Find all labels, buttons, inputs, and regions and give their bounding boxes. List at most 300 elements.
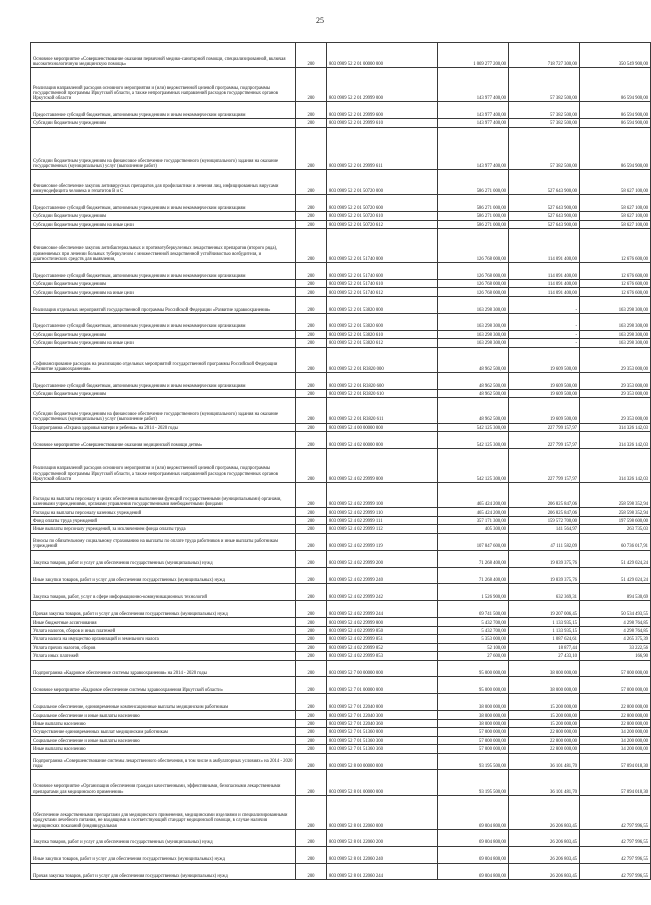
row-unexecuted-cell: 12 676 600,00 <box>580 279 651 287</box>
table-row <box>31 449 651 483</box>
row-name-cell: Предоставление субсидий бюджетным, автономным учреждениям и иным некоммерческим организациям <box>31 195 296 212</box>
table-row <box>31 68 651 102</box>
row-name-cell: Иные выплаты населению <box>31 745 296 753</box>
row-unexecuted-cell: 58 627 100,00 <box>580 169 651 194</box>
table-row <box>31 533 651 550</box>
row-code-cell: 200 <box>296 119 327 127</box>
row-name-cell: Финансовое обеспечение закупок антибактериальных и противотуберкулезных лекарственных препаратов (второго ряда), применяемых при лечении больных туберкулезом с множественной лекарственной устойчивостью возбудителя, и диагностических средств для выявления, <box>31 229 296 263</box>
row-unexecuted-cell: 314 326 142,03 <box>580 423 651 431</box>
row-executed-cell: 15 200 000,00 <box>509 711 580 719</box>
row-kbk-cell: 803 0909 52 8 00 00000 000 <box>327 753 438 770</box>
row-executed-cell: 527 643 900,00 <box>509 220 580 228</box>
row-executed-cell: 36 101 481,70 <box>509 770 580 795</box>
row-unexecuted-cell: 42 797 996,55 <box>580 863 651 880</box>
table-row <box>31 288 651 296</box>
row-kbk-cell: 803 0909 52 2 01 53820 610 <box>327 330 438 338</box>
row-name-cell: Иные выплаты персоналу учреждений, за исключением фонда оплаты труда <box>31 525 296 533</box>
row-unexecuted-cell: 163 298 300,00 <box>580 330 651 338</box>
row-unexecuted-cell: 4 298 764,85 <box>580 626 651 634</box>
row-approved-cell: 93 195 500,00 <box>438 770 509 795</box>
row-code-cell: 200 <box>296 846 327 863</box>
row-code-cell: 200 <box>296 330 327 338</box>
row-name-cell: Иные бюджетные ассигнования <box>31 618 296 626</box>
row-code-cell: 200 <box>296 711 327 719</box>
row-kbk-cell: 803 0909 52 2 01 53820 600 <box>327 313 438 330</box>
row-executed-cell: 1 133 935,15 <box>509 618 580 626</box>
row-approved-cell: 69 741 500,00 <box>438 601 509 618</box>
row-approved-cell: 143 977 400,00 <box>438 127 509 169</box>
row-code-cell: 200 <box>296 829 327 846</box>
row-kbk-cell: 803 0909 52 4 02 29999 852 <box>327 643 438 651</box>
row-code-cell: 200 <box>296 432 327 449</box>
row-name-cell: Софинансирование расходов на реализацию отдельных мероприятий государственной программы Российской Федерации «Развитие здравоохранения» <box>31 347 296 372</box>
table-row <box>31 525 651 533</box>
table-row <box>31 482 651 507</box>
row-name-cell: Основное мероприятие «Организация обеспечения граждан качественными, эффективными, безопасными лекарственными препаратами для медицинского применения» <box>31 770 296 795</box>
row-approved-cell: 48 962 500,00 <box>438 347 509 372</box>
row-unexecuted-cell: 86 594 900,00 <box>580 127 651 169</box>
row-executed-cell: - <box>509 330 580 338</box>
row-name-cell: Закупка товаров, работ и услуг для обеспечения государственных (муниципальных) нужд <box>31 829 296 846</box>
row-executed-cell: 141 564,97 <box>509 525 580 533</box>
row-code-cell: 200 <box>296 102 327 119</box>
table-row <box>31 643 651 651</box>
row-executed-cell: 19 207 006,45 <box>509 601 580 618</box>
row-unexecuted-cell: 29 353 000,00 <box>580 372 651 389</box>
table-row <box>31 567 651 584</box>
row-unexecuted-cell: 34 200 000,00 <box>580 728 651 736</box>
row-unexecuted-cell: 197 598 600,00 <box>580 516 651 524</box>
row-unexecuted-cell: 86 594 900,00 <box>580 102 651 119</box>
row-approved-cell: 48 962 500,00 <box>438 372 509 389</box>
row-executed-cell: 114 091 400,00 <box>509 229 580 263</box>
table-row <box>31 719 651 727</box>
row-code-cell: 200 <box>296 643 327 651</box>
row-approved-cell: 71 268 400,00 <box>438 567 509 584</box>
row-code-cell: 200 <box>296 127 327 169</box>
row-code-cell: 200 <box>296 618 327 626</box>
table-row <box>31 212 651 220</box>
row-code-cell: 200 <box>296 212 327 220</box>
row-kbk-cell: 803 0909 52 4 02 29999 800 <box>327 618 438 626</box>
row-kbk-cell: 803 0909 52 2 01 R3820 611 <box>327 398 438 423</box>
row-name-cell: Иные закупки товаров, работ и услуг для обеспечения государственных (муниципальных) нужд <box>31 567 296 584</box>
row-code-cell: 200 <box>296 68 327 102</box>
row-approved-cell: 38 000 000,00 <box>438 719 509 727</box>
row-executed-cell: - <box>509 313 580 330</box>
row-name-cell: Основное мероприятие «Совершенствование оказания первичной медико-санитарной помощи, специализированной, включая высокотехнологичную медицинскую помощь» <box>31 43 296 68</box>
row-name-cell: Расходы на выплаты персоналу казенных учреждений <box>31 508 296 516</box>
row-name-cell: Обеспечение лекарственными препаратами для медицинского применения, медицинскими изделиями и специализированными продуктами лечебного питания, не входящими в соответствующий стандарт медицинской помощи, в случае наличия медицинских показаний (индивидуальная <box>31 795 296 829</box>
table-row <box>31 102 651 119</box>
row-kbk-cell: 803 0909 52 4 02 29999 850 <box>327 626 438 634</box>
row-unexecuted-cell: 12 676 600,00 <box>580 262 651 279</box>
row-approved-cell: 69 004 800,00 <box>438 829 509 846</box>
row-executed-cell: 718 727 300,00 <box>509 43 580 68</box>
table-row <box>31 347 651 372</box>
row-kbk-cell: 803 0909 52 4 02 29999 000 <box>327 449 438 483</box>
table-row <box>31 169 651 194</box>
row-code-cell: 200 <box>296 347 327 372</box>
row-approved-cell: 48 962 500,00 <box>438 389 509 397</box>
row-approved-cell: 143 977 400,00 <box>438 68 509 102</box>
row-approved-cell: 405 300,00 <box>438 525 509 533</box>
table-row <box>31 626 651 634</box>
row-name-cell: Иные выплаты населению <box>31 719 296 727</box>
table-row <box>31 195 651 212</box>
row-kbk-cell: 803 0909 52 4 02 29999 110 <box>327 508 438 516</box>
row-code-cell: 200 <box>296 296 327 313</box>
row-name-cell: Социальное обеспечение и иные выплаты населению <box>31 711 296 719</box>
row-approved-cell: 95 000 000,00 <box>438 660 509 677</box>
row-approved-cell: 465 424 200,00 <box>438 482 509 507</box>
row-executed-cell: 227 799 157,97 <box>509 449 580 483</box>
row-approved-cell: 57 000 000,00 <box>438 736 509 744</box>
row-kbk-cell: 803 0909 52 4 02 29999 119 <box>327 533 438 550</box>
table-row <box>31 694 651 711</box>
row-kbk-cell: 803 0909 52 4 02 29999 111 <box>327 516 438 524</box>
row-executed-cell: 26 206 803,45 <box>509 846 580 863</box>
row-kbk-cell: 803 0909 52 2 01 51740 600 <box>327 262 438 279</box>
row-code-cell: 200 <box>296 43 327 68</box>
row-approved-cell: 93 195 500,00 <box>438 753 509 770</box>
row-unexecuted-cell: 50 534 493,55 <box>580 601 651 618</box>
row-kbk-cell: 803 0909 52 8 01 00000 000 <box>327 770 438 795</box>
row-name-cell: Субсидии бюджетным учреждениям <box>31 212 296 220</box>
row-kbk-cell: 803 0909 52 7 01 22040 300 <box>327 711 438 719</box>
row-code-cell: 200 <box>296 279 327 287</box>
row-code-cell: 200 <box>296 288 327 296</box>
row-unexecuted-cell: 58 627 100,00 <box>580 212 651 220</box>
table-row <box>31 432 651 449</box>
row-unexecuted-cell: 22 800 000,00 <box>580 719 651 727</box>
row-code-cell: 200 <box>296 372 327 389</box>
row-unexecuted-cell: 163 298 300,00 <box>580 296 651 313</box>
row-executed-cell: 26 206 803,45 <box>509 795 580 829</box>
row-code-cell: 200 <box>296 745 327 753</box>
table-row <box>31 423 651 431</box>
row-approved-cell: 5 432 700,00 <box>438 626 509 634</box>
row-executed-cell: 527 643 900,00 <box>509 195 580 212</box>
row-kbk-cell: 803 0909 52 2 01 00000 000 <box>327 43 438 68</box>
row-approved-cell: 542 125 300,00 <box>438 432 509 449</box>
row-executed-cell: 18 877,44 <box>509 643 580 651</box>
table-row <box>31 43 651 68</box>
row-unexecuted-cell: 58 627 100,00 <box>580 195 651 212</box>
row-name-cell: Закупка товаров, работ, услуг в сфере информационно-коммуникационных технологий <box>31 584 296 601</box>
row-name-cell: Субсидии бюджетным учреждениям на иные цели <box>31 220 296 228</box>
row-unexecuted-cell: 86 594 900,00 <box>580 119 651 127</box>
row-approved-cell: 542 125 300,00 <box>438 449 509 483</box>
row-name-cell: Уплата прочих налогов, сборов <box>31 643 296 651</box>
table-row <box>31 584 651 601</box>
row-unexecuted-cell: 42 797 996,55 <box>580 846 651 863</box>
row-kbk-cell: 803 0909 52 7 01 22040 000 <box>327 694 438 711</box>
row-approved-cell: 542 125 300,00 <box>438 423 509 431</box>
row-unexecuted-cell: 60 736 017,91 <box>580 533 651 550</box>
row-approved-cell: 586 271 000,00 <box>438 169 509 194</box>
row-kbk-cell: 803 0909 52 2 01 50720 600 <box>327 195 438 212</box>
row-unexecuted-cell: 57 094 018,30 <box>580 770 651 795</box>
row-code-cell: 200 <box>296 423 327 431</box>
row-approved-cell: 126 768 000,00 <box>438 262 509 279</box>
row-unexecuted-cell: 166,90 <box>580 652 651 660</box>
row-executed-cell: 47 111 582,09 <box>509 533 580 550</box>
row-executed-cell: 527 643 900,00 <box>509 212 580 220</box>
row-code-cell: 200 <box>296 516 327 524</box>
row-executed-cell: 527 643 900,00 <box>509 169 580 194</box>
row-kbk-cell: 803 0909 52 2 01 51740 610 <box>327 279 438 287</box>
row-executed-cell: 26 206 803,45 <box>509 863 580 880</box>
row-unexecuted-cell: 42 797 996,55 <box>580 829 651 846</box>
row-executed-cell: 19 609 500,00 <box>509 372 580 389</box>
table-row <box>31 372 651 389</box>
row-kbk-cell: 803 0909 52 4 00 00000 000 <box>327 423 438 431</box>
report-sheet <box>30 42 648 880</box>
row-kbk-cell: 803 0909 52 4 02 29999 240 <box>327 567 438 584</box>
table-row <box>31 829 651 846</box>
row-unexecuted-cell: 22 800 000,00 <box>580 694 651 711</box>
row-unexecuted-cell: 22 800 000,00 <box>580 711 651 719</box>
row-kbk-cell: 803 0909 52 8 01 22060 244 <box>327 863 438 880</box>
row-executed-cell: 27 433,10 <box>509 652 580 660</box>
row-kbk-cell: 803 0909 52 2 01 29999 611 <box>327 127 438 169</box>
row-approved-cell: 163 298 300,00 <box>438 330 509 338</box>
table-row <box>31 652 651 660</box>
row-code-cell: 200 <box>296 220 327 228</box>
row-kbk-cell: 803 0909 52 2 01 53820 000 <box>327 296 438 313</box>
table-row <box>31 339 651 347</box>
table-row <box>31 119 651 127</box>
row-executed-cell: 38 000 000,00 <box>509 677 580 694</box>
row-approved-cell: 38 000 000,00 <box>438 694 509 711</box>
row-unexecuted-cell: 51 429 024,24 <box>580 550 651 567</box>
table-row <box>31 330 651 338</box>
row-executed-cell: 1 087 624,61 <box>509 635 580 643</box>
table-row <box>31 618 651 626</box>
row-unexecuted-cell: 314 326 142,03 <box>580 432 651 449</box>
row-approved-cell: 71 268 400,00 <box>438 550 509 567</box>
row-approved-cell: 1 526 900,00 <box>438 584 509 601</box>
row-unexecuted-cell: 258 598 352,94 <box>580 482 651 507</box>
row-name-cell: Основное мероприятие «Совершенствование оказания медицинской помощи детям» <box>31 432 296 449</box>
row-name-cell: Предоставление субсидий бюджетным, автономным учреждениям и иным некоммерческим организациям <box>31 262 296 279</box>
table-body <box>31 43 651 880</box>
row-unexecuted-cell: 314 326 142,03 <box>580 449 651 483</box>
row-approved-cell: 126 768 000,00 <box>438 229 509 263</box>
row-kbk-cell: 803 0909 52 8 01 22060 240 <box>327 846 438 863</box>
row-kbk-cell: 803 0909 52 2 01 51740 612 <box>327 288 438 296</box>
row-kbk-cell: 803 0909 52 2 01 R3820 000 <box>327 347 438 372</box>
row-name-cell: Финансовое обеспечение закупок антивирусных препаратов для профилактики и лечения лиц, инфицированных вирусами иммунодефицита человека и гепатитов B и C <box>31 169 296 194</box>
row-kbk-cell: 803 0909 52 4 02 00000 000 <box>327 432 438 449</box>
table-row <box>31 745 651 753</box>
row-kbk-cell: 803 0909 52 7 01 00000 000 <box>327 677 438 694</box>
row-unexecuted-cell: 42 797 996,55 <box>580 795 651 829</box>
table-row <box>31 711 651 719</box>
row-approved-cell: 143 977 400,00 <box>438 119 509 127</box>
table-row <box>31 770 651 795</box>
row-code-cell: 200 <box>296 677 327 694</box>
row-name-cell: Уплата налога на имущество организаций и земельного налога <box>31 635 296 643</box>
row-executed-cell: 22 800 000,00 <box>509 736 580 744</box>
table-row <box>31 296 651 313</box>
row-executed-cell: 22 800 000,00 <box>509 728 580 736</box>
row-name-cell: Фонд оплаты труда учреждений <box>31 516 296 524</box>
row-name-cell: Реализация направлений расходов основного мероприятия и (или) ведомственной целевой программы, подпрограммы государственной программы Иркутской области, а также непрограммных направлений расходов государственных органов Иркутской области <box>31 68 296 102</box>
row-executed-cell: 57 382 500,00 <box>509 102 580 119</box>
row-code-cell: 200 <box>296 736 327 744</box>
row-code-cell: 200 <box>296 449 327 483</box>
row-executed-cell: 15 200 000,00 <box>509 694 580 711</box>
row-approved-cell: 5 432 700,00 <box>438 618 509 626</box>
row-name-cell: Основное мероприятие «Кадровое обеспечение системы здравоохранения Иркутской области» <box>31 677 296 694</box>
row-approved-cell: 95 000 000,00 <box>438 677 509 694</box>
row-unexecuted-cell: 58 627 100,00 <box>580 220 651 228</box>
row-executed-cell: 227 799 157,97 <box>509 423 580 431</box>
table-row <box>31 753 651 770</box>
row-name-cell: Реализация направлений расходов основного мероприятия и (или) ведомственной целевой программы, подпрограммы государственной программы Иркутской области, а также непрограммных направлений расходов государственных органов Иркутской области <box>31 449 296 483</box>
row-unexecuted-cell: 12 676 600,00 <box>580 288 651 296</box>
row-kbk-cell: 803 0909 52 2 01 53820 612 <box>327 339 438 347</box>
row-executed-cell: 1 133 935,15 <box>509 626 580 634</box>
row-name-cell: Предоставление субсидий бюджетным, автономным учреждениям и иным некоммерческим организациям <box>31 313 296 330</box>
row-code-cell: 200 <box>296 508 327 516</box>
row-executed-cell: 22 800 000,00 <box>509 745 580 753</box>
row-executed-cell: 57 382 500,00 <box>509 119 580 127</box>
row-code-cell: 200 <box>296 660 327 677</box>
row-executed-cell: 206 825 847,06 <box>509 482 580 507</box>
row-code-cell: 200 <box>296 398 327 423</box>
row-approved-cell: 1 069 277 200,00 <box>438 43 509 68</box>
row-approved-cell: 143 977 400,00 <box>438 102 509 119</box>
row-approved-cell: 57 000 000,00 <box>438 728 509 736</box>
table-row <box>31 736 651 744</box>
row-code-cell: 200 <box>296 601 327 618</box>
row-approved-cell: 57 000 000,00 <box>438 745 509 753</box>
row-code-cell: 200 <box>296 262 327 279</box>
row-kbk-cell: 803 0909 52 7 01 51360 000 <box>327 728 438 736</box>
table-row <box>31 846 651 863</box>
row-approved-cell: 465 424 200,00 <box>438 508 509 516</box>
row-unexecuted-cell: 4 298 764,85 <box>580 618 651 626</box>
table-row <box>31 313 651 330</box>
row-name-cell: Взносы по обязательному социальному страхованию на выплаты по оплате труда работников и иные выплаты работникам учреждений <box>31 533 296 550</box>
table-row <box>31 398 651 423</box>
row-code-cell: 200 <box>296 339 327 347</box>
row-code-cell: 200 <box>296 195 327 212</box>
row-executed-cell: 114 091 400,00 <box>509 279 580 287</box>
row-name-cell: Прочая закупка товаров, работ и услуг для обеспечения государственных (муниципальных) нужд <box>31 601 296 618</box>
row-approved-cell: 126 768 000,00 <box>438 288 509 296</box>
row-name-cell: Субсидии бюджетным учреждениям на финансовое обеспечение государственного (муниципального) задания на оказание государственных (муниципальных) услуг (выполнение работ) <box>31 127 296 169</box>
row-unexecuted-cell: 29 353 000,00 <box>580 389 651 397</box>
row-unexecuted-cell: 34 200 000,00 <box>580 745 651 753</box>
row-unexecuted-cell: 29 353 000,00 <box>580 398 651 423</box>
table-row <box>31 389 651 397</box>
row-approved-cell: 126 768 000,00 <box>438 279 509 287</box>
row-kbk-cell: 803 0909 52 2 01 29999 000 <box>327 68 438 102</box>
row-name-cell: Осуществление единовременных выплат медицинским работникам <box>31 728 296 736</box>
row-executed-cell: 632 369,31 <box>509 584 580 601</box>
row-code-cell: 200 <box>296 550 327 567</box>
row-unexecuted-cell: 34 200 000,00 <box>580 736 651 744</box>
row-kbk-cell: 803 0909 52 7 01 51360 360 <box>327 745 438 753</box>
row-code-cell: 200 <box>296 753 327 770</box>
table-row <box>31 220 651 228</box>
row-unexecuted-cell: 86 594 900,00 <box>580 68 651 102</box>
row-executed-cell: 19 609 500,00 <box>509 389 580 397</box>
row-code-cell: 200 <box>296 795 327 829</box>
row-executed-cell: 38 000 000,00 <box>509 660 580 677</box>
row-executed-cell: 19 839 375,76 <box>509 567 580 584</box>
row-name-cell: Социальное обеспечение, единовременные компенсационные выплаты медицинским работникам <box>31 694 296 711</box>
table-row <box>31 601 651 618</box>
row-executed-cell: 36 101 481,70 <box>509 753 580 770</box>
row-approved-cell: 163 298 300,00 <box>438 296 509 313</box>
row-code-cell: 200 <box>296 635 327 643</box>
budget-execution-table <box>30 42 651 880</box>
row-name-cell: Подпрограмма «Совершенствование системы лекарственного обеспечения, в том числе в амбулаторных условиях» на 2014 - 2020 годы <box>31 753 296 770</box>
row-kbk-cell: 803 0909 52 2 01 50720 000 <box>327 169 438 194</box>
row-code-cell: 200 <box>296 626 327 634</box>
row-code-cell: 200 <box>296 728 327 736</box>
row-kbk-cell: 803 0909 52 2 01 R3820 600 <box>327 372 438 389</box>
table-row <box>31 550 651 567</box>
table-row <box>31 262 651 279</box>
table-row <box>31 508 651 516</box>
row-executed-cell: 19 609 500,00 <box>509 398 580 423</box>
row-name-cell: Реализация отдельных мероприятий государственной программы Российской Федерации «Развитие здравоохранения» <box>31 296 296 313</box>
row-kbk-cell: 803 0909 52 7 01 22040 360 <box>327 719 438 727</box>
table-row <box>31 677 651 694</box>
row-kbk-cell: 803 0909 52 2 01 R3820 610 <box>327 389 438 397</box>
row-code-cell: 200 <box>296 770 327 795</box>
row-unexecuted-cell: 163 298 300,00 <box>580 313 651 330</box>
row-approved-cell: 52 100,00 <box>438 643 509 651</box>
row-code-cell: 200 <box>296 863 327 880</box>
row-code-cell: 200 <box>296 482 327 507</box>
row-code-cell: 200 <box>296 169 327 194</box>
row-kbk-cell: 803 0909 52 7 01 51360 300 <box>327 736 438 744</box>
row-unexecuted-cell: 57 000 000,00 <box>580 677 651 694</box>
row-unexecuted-cell: 4 265 375,39 <box>580 635 651 643</box>
row-approved-cell: 163 298 300,00 <box>438 339 509 347</box>
row-kbk-cell: 803 0909 52 2 01 50720 610 <box>327 212 438 220</box>
table-row <box>31 728 651 736</box>
row-unexecuted-cell: 894 530,69 <box>580 584 651 601</box>
row-kbk-cell: 803 0909 52 4 02 29999 244 <box>327 601 438 618</box>
row-approved-cell: 27 600,00 <box>438 652 509 660</box>
row-executed-cell: 227 799 157,97 <box>509 432 580 449</box>
row-code-cell: 200 <box>296 567 327 584</box>
row-approved-cell: 357 171 300,00 <box>438 516 509 524</box>
row-name-cell: Подпрограмма «Охрана здоровья матери и ребенка» на 2014 - 2020 годы <box>31 423 296 431</box>
row-name-cell: Субсидии бюджетным учреждениям на иные цели <box>31 339 296 347</box>
row-name-cell: Предоставление субсидий бюджетным, автономным учреждениям и иным некоммерческим организациям <box>31 372 296 389</box>
row-approved-cell: 586 271 000,00 <box>438 212 509 220</box>
row-unexecuted-cell: 33 222,56 <box>580 643 651 651</box>
row-name-cell: Социальное обеспечение и иные выплаты населению <box>31 736 296 744</box>
row-unexecuted-cell: 57 094 018,30 <box>580 753 651 770</box>
row-kbk-cell: 803 0909 52 2 01 29999 600 <box>327 102 438 119</box>
row-name-cell: Уплата налогов, сборов и иных платежей <box>31 626 296 634</box>
row-name-cell: Расходы на выплаты персоналу в целях обеспечения выполнения функций государственными (муниципальными) органами, казенными учреждениями, органами управления государственными внебюджетными фондами <box>31 482 296 507</box>
row-code-cell: 200 <box>296 313 327 330</box>
row-name-cell: Подпрограмма «Кадровое обеспечение системы здравоохранения» на 2014 - 2020 годы <box>31 660 296 677</box>
row-approved-cell: 586 271 000,00 <box>438 220 509 228</box>
row-approved-cell: 163 298 300,00 <box>438 313 509 330</box>
